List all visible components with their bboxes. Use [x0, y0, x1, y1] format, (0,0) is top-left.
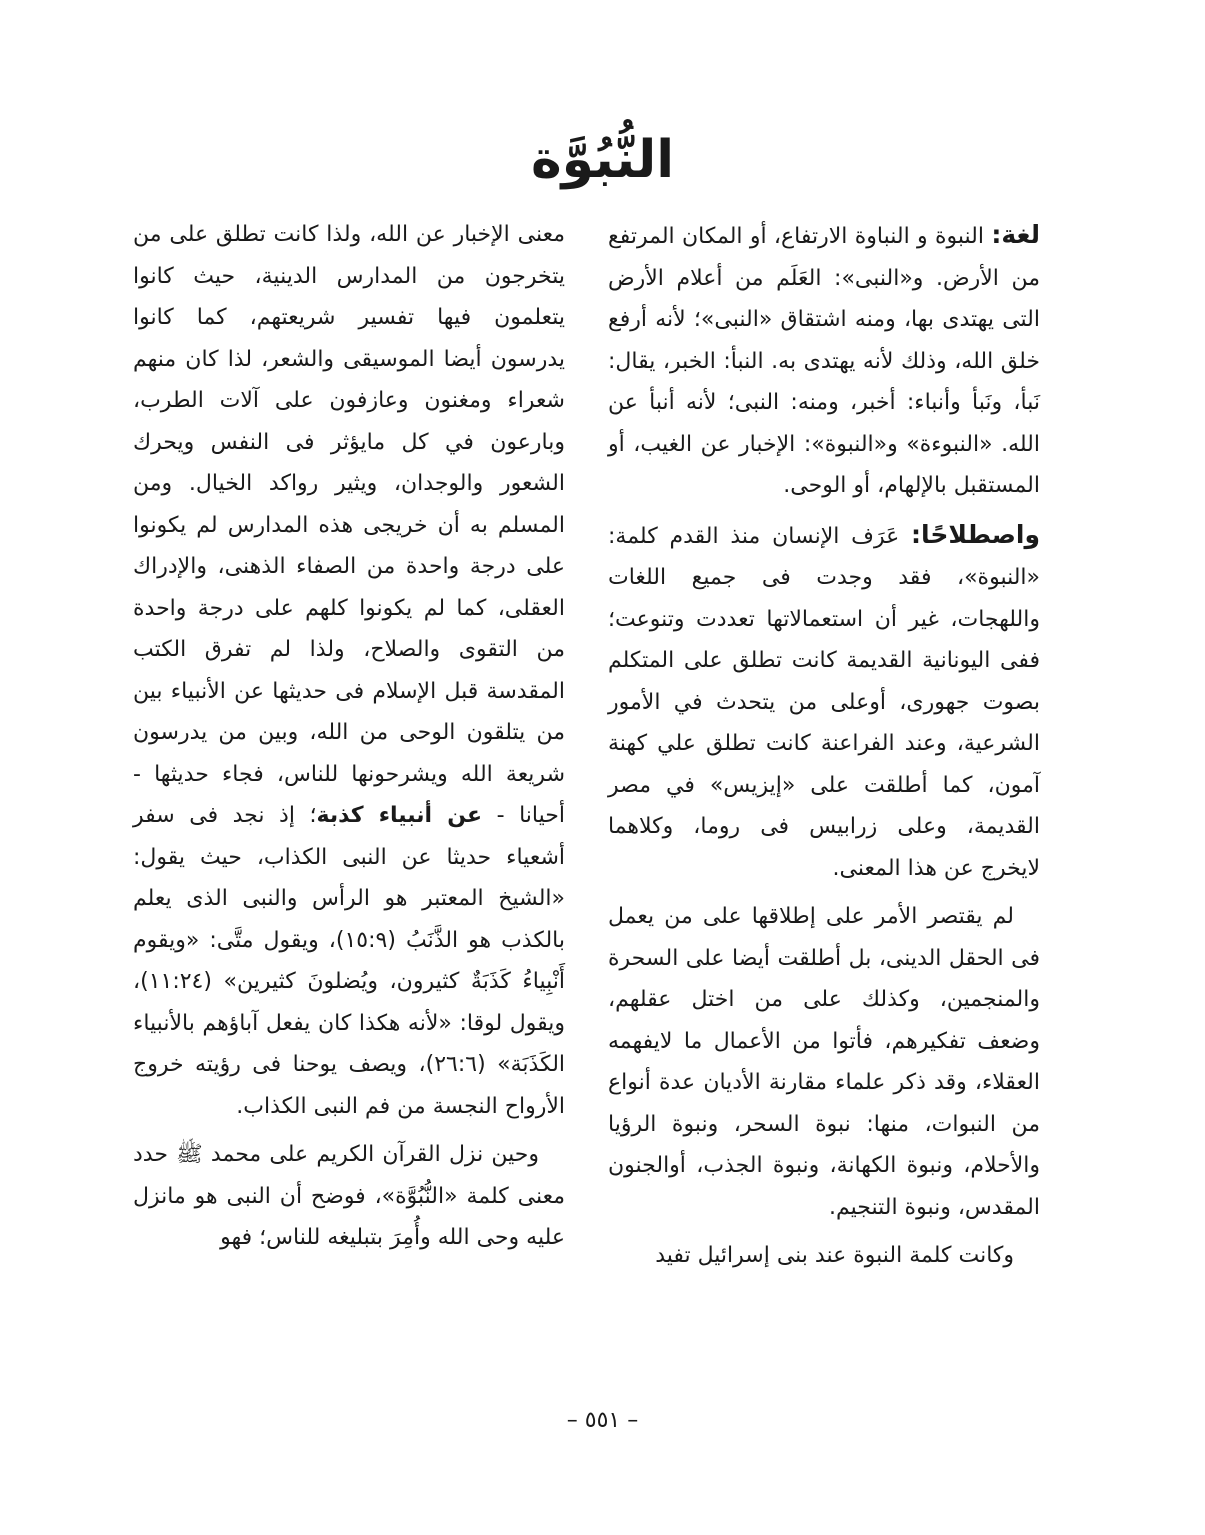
paragraph-linguistic-definition	[608, 214, 1040, 507]
paragraph-text: معنى الإخبار عن الله، ولذا كانت تطلق على من يتخرجون من المدارس الدينية، حيث كانوا يتعلمون فيها تفسير شريعتهم، كما كانوا يدرسون أيضا الموسيقى والشعر، لذا كان منهم شعراء ومغنون وعازفون على آلات الطرب، وبارعون في كل مايؤثر فى النفس ويحرك الشعور والوجدان، ويثير رواكد الخيال. ومن المسلم به أن خريجى هذه المدارس لم يكونوا على درجة واحدة من الصفاء الذهنى، والإدراك العقلى، كما لم يكونوا كلهم على درجة واحدة من التقوى والصلاح، ولذا لم تفرق الكتب المقدسة قبل الإسلام فى حديثها عن الأنبياء بين من يتلقون الوحى من الله، وبين من يدرسون شريعة الله ويشرحونها للناس، فجاء حديثها - أحيانا -	[133, 222, 565, 828]
emphasis-false-prophets: عن أنبياء كذبة	[316, 803, 483, 828]
paragraph-text: النبوة و النباوة الارتفاع، أو المكان المرتفع من الأرض. و«النبى»: العَلَم من أعلام الأرض التى يهتدى بها، ومنه اشتقاق «النبى»؛ لأنه أرفع خلق الله، وذلك لأنه يهتدى به. النبأ: الخبر، يقال: نَبأ، ونَبأ وأنباء: أخبر، ومنه: النبى؛ لأنه أنبأ عن الله. «النبوءة» و«النبوة»: الإخبار عن الغيب، أو المستقبل بالإلهام، أو الوحى.	[608, 224, 1040, 498]
paragraph-quran-definition: وحين نزل القرآن الكريم على محمد ﷺ حدد معنى كلمة «النُّبُوَّة»، فوضح أن النبى هو مانزل عليه وحى الله وأُمِرَ بتبليغه للناس؛ فهو	[133, 1142, 565, 1250]
paragraph-israelites: وكانت كلمة النبوة عند بنى إسرائيل تفيد	[655, 1243, 1014, 1268]
left-column	[133, 214, 565, 1266]
term-technical: واصطلاحًا:	[910, 519, 1040, 549]
paragraph-text: عَرَف الإنسان منذ القدم كلمة: «النبوة»، فقد وجدت فى جميع اللغات واللهجات، غير أن استعمالاتها تعددت وتنوعت؛ ففى اليونانية القديمة كانت تطلق على المتكلم بصوت جهورى، أوعلى من يتحدث في الأمور الشرعية، وعند الفراعنة كانت تطلق علي كهنة آمون، كما أطلقت على «إيزيس» في مصر القديمة، وعلى زرابيس فى روما، وكلاهما لايخرج عن هذا المعنى.	[608, 523, 1040, 881]
right-column	[608, 214, 1040, 1284]
page-title: النُّبُوَّة	[530, 130, 675, 190]
term-linguistic: لغة:	[991, 220, 1040, 249]
page-number: – ٥٥١ –	[566, 1408, 639, 1433]
paragraph-continuation	[133, 214, 565, 1127]
paragraph-technical-definition	[608, 514, 1040, 890]
paragraph-religious-usage: لم يقتصر الأمر على إطلاقها على من يعمل فى الحقل الدينى، بل أطلقت أيضا على السحرة والمنجمين، وكذلك على من اختل عقلهم، وضعف تفكيرهم، فأتوا من الأعمال ما لايفهمه العقلاء، وقد ذكر علماء مقارنة الأديان عدة أنواع من النبوات، منها: نبوة السحر، ونبوة الرؤيا والأحلام، ونبوة الكهانة، ونبوة الجذب، أوالجنون المقدس، ونبوة التنجيم.	[608, 904, 1040, 1220]
paragraph-text: ؛ إذ نجد فى سفر أشعياء حديثا عن النبى الكذاب، حيث يقول: «الشيخ المعتبر هو الرأس والنبى الذى يعلم بالكذب هو الذَّنَبُ (١٥:٩)، ويقول متَّى: «ويقوم أَنْبِياءُ كَذَبَةٌ كثيرون، ويُضلونَ كثيرين» (١١:٢٤)، ويقول لوقا: «لأنه هكذا كان يفعل آباؤهم بالأنبياء الكَذَبَة» (٢٦:٦)، ويصف يوحنا فى رؤيته خروج الأرواح النجسة من فم النبى الكذاب.	[133, 803, 566, 1119]
